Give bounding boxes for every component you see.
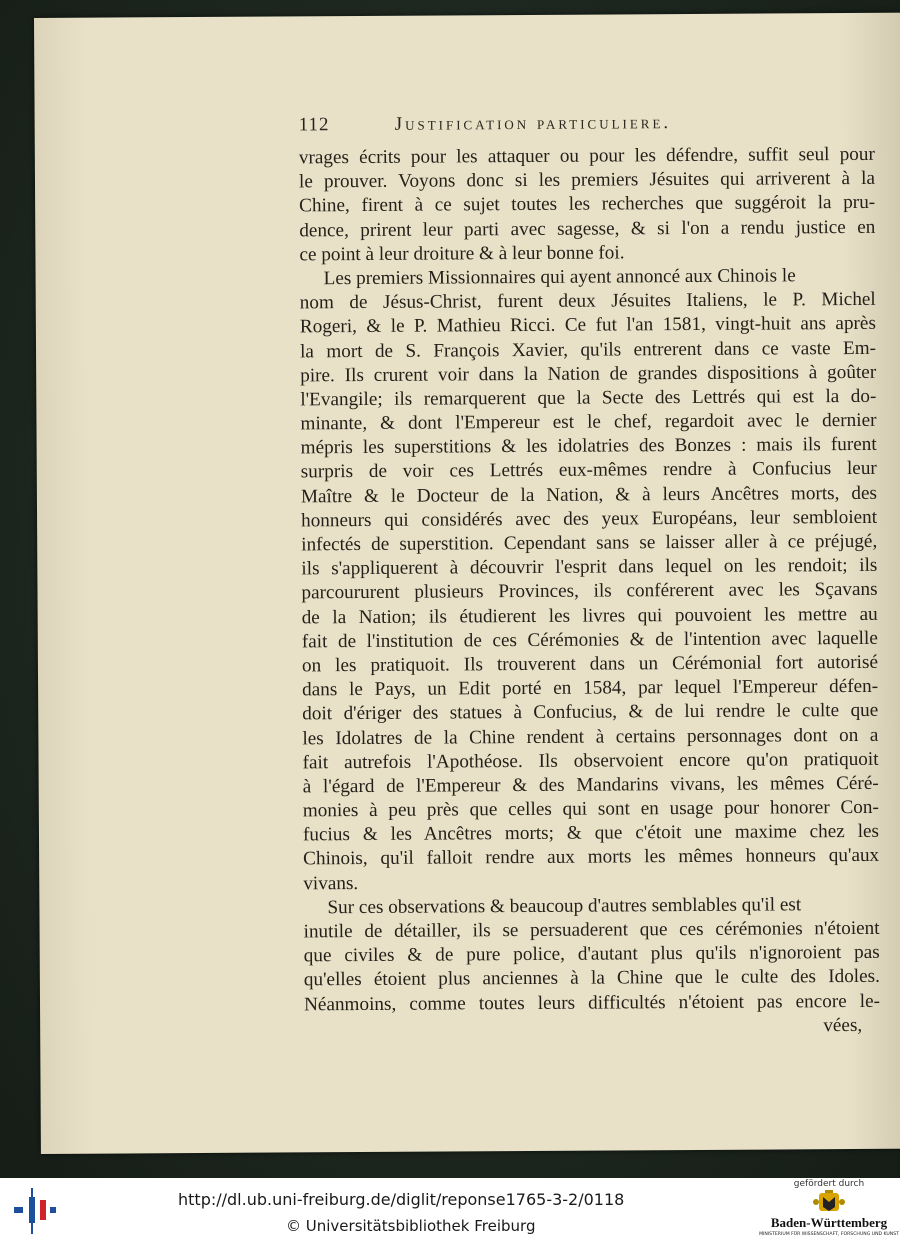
text-line: vrages écrits pour les attaquer ou pour les défendre, suffit seul pour xyxy=(298,143,875,169)
text-line: mépris les superstitions & les idolatries des Bonzes : mais ils furent xyxy=(300,434,877,459)
text-line: de la Nation; ils étudierent les livres qui pouvoient les mettre au xyxy=(301,603,878,628)
copyright-text: © Universitätsbibliothek Freiburg xyxy=(286,1217,536,1235)
text-line: pire. Ils crurent voir dans la Nation de grandes dispositions à goûter xyxy=(300,361,877,387)
text-line: fait autrefois l'Apothéose. Ils observoient encore qu'on pratiquoit xyxy=(302,748,879,774)
book-page xyxy=(34,13,900,1154)
sponsor-block xyxy=(758,1178,900,1242)
text-line: infectés de superstition. Cependant sans se laisser aller à ce préjugé, xyxy=(301,530,878,556)
text-line: vées, xyxy=(823,1014,863,1036)
text-line: l'Evangile; ils remarquerent que la Secte des Lettrés qui est la do- xyxy=(300,385,877,411)
text-line: le prouver. Voyons donc si les premiers Jésuites qui arriverent à la xyxy=(298,168,876,193)
text-line: parcoururent plusieurs Provinces, ils conférerent avec les Sçavans xyxy=(301,579,878,604)
text-line: surpris de voir ces Lettrés eux-mêmes rendre à Confucius leur xyxy=(300,458,877,483)
text-line: que civiles & de pure police, d'autant plus qu'ils n'ignoroient pas xyxy=(303,942,880,967)
text-line: Chine, firent à ce sujet toutes les recherches que suggéroit la pru- xyxy=(299,192,876,217)
text-line: Les premiers Missionnaires qui ayent annoncé aux Chinois le xyxy=(323,265,796,290)
sponsor-label: gefördert durch xyxy=(793,1179,865,1189)
permalink-url[interactable]: http://dl.ub.uni-freiburg.de/diglit/reponse1765-3-2/0118 xyxy=(178,1190,625,1209)
text-line: monies à peu près que celles qui sont en usage pour honorer Con- xyxy=(302,796,879,822)
text-line: Maître & le Docteur de la Nation, & à leurs Ancêtres morts, des xyxy=(300,482,877,508)
text-line: à l'égard de l'Empereur & des Mandarins vivans, les mêmes Céré- xyxy=(302,772,879,798)
text-line: minante, & dont l'Empereur est le chef, regardoit avec le dernier xyxy=(300,409,877,435)
text-line: inutile de détailler, ils se persuaderent que ces cérémonies n'étoient xyxy=(303,917,880,943)
text-line: doit d'ériger des statues à Confucius, & de lui rendre le culte que xyxy=(302,700,879,725)
text-line: dans le Pays, un Edit porté en 1584, par lequel l'Empereur défen- xyxy=(302,675,879,701)
footer-bar xyxy=(0,1178,900,1242)
text-line: dence, prirent leur parti avec sagesse, & si l'on a rendu justice en xyxy=(299,216,876,241)
text-line: la mort de S. François Xavier, qu'ils entrerent dans ce vaste Em- xyxy=(299,337,877,362)
text-line: fait de l'institution de ces Cérémonies & de l'intention avec laquelle xyxy=(301,627,878,653)
page-number: 112 xyxy=(298,114,330,136)
text-line: Néanmoins, comme toutes leurs difficultés n'étoient pas encore le- xyxy=(303,990,881,1015)
page-heading: Justification particuliere. xyxy=(394,112,672,135)
text-line: les Idolatres de la Chine rendent à certains personnages dont on a xyxy=(302,724,879,749)
text-line: honneurs qui considérés avec des yeux Européans, leur sembloient xyxy=(301,506,878,532)
running-head xyxy=(299,111,819,140)
text-line: vivans. xyxy=(303,872,359,894)
text-line: fucius & les Ancêtres morts; & que c'étoit une maxime chez les xyxy=(302,821,880,846)
coat-of-arms-icon xyxy=(813,1190,845,1214)
text-line: ce point à leur droiture & à leur bonne foi. xyxy=(299,242,625,266)
body-text xyxy=(299,143,880,1041)
ub-freiburg-logo-icon xyxy=(12,1188,58,1234)
text-line: nom de Jésus-Christ, furent deux Jésuites Italiens, le P. Michel xyxy=(299,288,876,314)
sponsor-ministry: MINISTERIUM FÜR WISSENSCHAFT, FORSCHUNG UND KUNST xyxy=(759,1232,899,1237)
text-line: Rogeri, & le P. Mathieu Ricci. Ce fut l'an 1581, vingt-huit ans après xyxy=(299,313,876,338)
text-line: qu'elles étoient plus anciennes à la Chine que le culte des Idoles. xyxy=(303,966,880,991)
sponsor-name: Baden-Württemberg xyxy=(770,1215,888,1230)
text-line: ils s'appliquerent à découvrir l'esprit dans lequel on les rendoit; ils xyxy=(301,555,878,580)
text-line: Chinois, qu'il falloit rendre aux morts les mêmes honneurs qu'aux xyxy=(303,845,880,870)
text-line: on les pratiquoit. Ils trouverent dans un Cérémonial fort autorisé xyxy=(301,651,879,677)
text-line: Sur ces observations & beaucoup d'autres semblables qu'il est xyxy=(327,894,802,919)
